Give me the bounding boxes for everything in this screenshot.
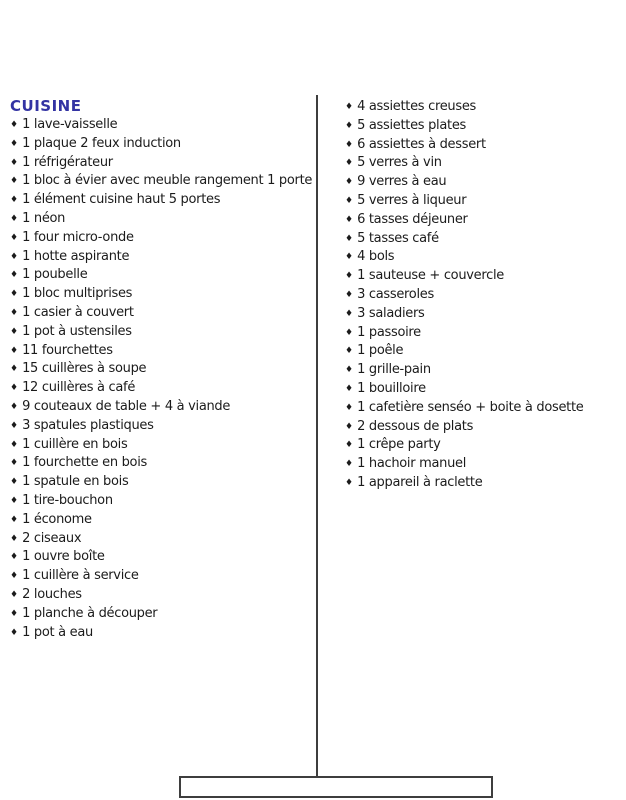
item-text: 3 saladiers <box>357 305 425 321</box>
bullet-icon: ♦ <box>10 270 19 281</box>
item-text: 1 casier à couvert <box>22 304 134 320</box>
list-item <box>10 360 312 379</box>
bullet-icon: ♦ <box>345 158 354 169</box>
list-item <box>10 605 312 624</box>
bullet-icon: ♦ <box>345 440 354 451</box>
list-item <box>10 492 312 511</box>
item-text: 1 tire-bouchon <box>22 492 113 508</box>
list-item <box>345 136 583 155</box>
bullet-icon: ♦ <box>10 345 19 356</box>
item-text: 5 verres à liqueur <box>357 192 467 208</box>
list-item <box>10 530 312 549</box>
item-text: 1 réfrigérateur <box>22 154 113 170</box>
list-item <box>345 305 583 324</box>
item-text: 9 verres à eau <box>357 174 447 190</box>
bullet-icon: ♦ <box>345 252 354 263</box>
list-item <box>345 154 583 173</box>
item-text: 5 assiettes plates <box>357 117 466 133</box>
item-text: 1 grille-pain <box>357 362 431 378</box>
bullet-icon: ♦ <box>345 289 354 300</box>
list-item <box>345 418 583 437</box>
list-item <box>10 135 312 154</box>
item-text: 15 cuillères à soupe <box>22 361 147 377</box>
bullet-icon: ♦ <box>10 195 19 206</box>
list-item <box>345 286 583 305</box>
bullet-icon: ♦ <box>10 589 19 600</box>
list-item <box>345 455 583 474</box>
item-text: 1 élément cuisine haut 5 portes <box>22 192 221 208</box>
list-item <box>345 267 583 286</box>
item-text: 4 assiettes creuses <box>357 99 476 114</box>
list-item <box>10 229 312 248</box>
list-item <box>345 361 583 380</box>
item-text: 1 bouilloire <box>357 380 426 396</box>
list-item <box>345 211 583 230</box>
list-item <box>10 511 312 530</box>
bullet-icon: ♦ <box>345 214 354 225</box>
bullet-icon: ♦ <box>345 346 354 357</box>
item-text: 1 sauteuse + couvercle <box>357 268 504 284</box>
bullet-icon: ♦ <box>10 157 19 168</box>
item-text: 2 dessous de plats <box>357 418 474 434</box>
bullet-icon: ♦ <box>10 477 19 488</box>
item-text: 5 tasses café <box>357 230 439 246</box>
list-item <box>10 116 312 135</box>
list-item <box>10 473 312 492</box>
bullet-icon: ♦ <box>10 138 19 149</box>
bullet-icon: ♦ <box>10 326 19 337</box>
list-item <box>10 285 312 304</box>
item-text: 3 spatules plastiques <box>22 417 154 433</box>
bullet-icon: ♦ <box>345 233 354 244</box>
right-column <box>345 98 583 493</box>
item-text: 1 ouvre boîte <box>22 549 105 565</box>
bullet-icon: ♦ <box>10 401 19 412</box>
list-item <box>10 417 312 436</box>
list-item <box>10 191 312 210</box>
list-item <box>345 117 583 136</box>
item-text: 1 pot à eau <box>22 624 93 640</box>
item-text: 1 hotte aspirante <box>22 248 130 264</box>
item-text: 2 ciseaux <box>22 530 82 546</box>
list-item <box>345 436 583 455</box>
bullet-icon: ♦ <box>10 251 19 262</box>
item-text: 9 couteaux de table + 4 à viande <box>22 398 231 414</box>
list-item <box>10 398 312 417</box>
bullet-icon: ♦ <box>10 420 19 431</box>
list-item <box>10 248 312 267</box>
bullet-icon: ♦ <box>10 608 19 619</box>
list-item <box>10 624 312 643</box>
list-item <box>10 454 312 473</box>
bullet-icon: ♦ <box>345 195 354 206</box>
item-text: 1 plaque 2 feux induction <box>22 135 181 151</box>
list-item <box>10 436 312 455</box>
item-text: 1 bloc à évier avec meuble rangement 1 porte <box>22 173 313 189</box>
item-text: 1 crêpe party <box>357 437 441 453</box>
bullet-icon: ♦ <box>10 289 19 300</box>
tableware-list <box>345 98 583 267</box>
bullet-icon: ♦ <box>10 495 19 506</box>
bullet-icon: ♦ <box>345 421 354 432</box>
list-item <box>10 304 312 323</box>
footer-box <box>179 776 493 798</box>
item-text: 11 fourchettes <box>22 342 113 358</box>
kitchen-appliances-list <box>10 116 312 304</box>
item-text: 1 cuillère en bois <box>22 436 128 452</box>
item-text: 1 cafetière senséo + boite à dosette <box>357 399 584 415</box>
bullet-icon: ♦ <box>10 307 19 318</box>
list-item <box>345 230 583 249</box>
bullet-icon: ♦ <box>10 533 19 544</box>
bullet-icon: ♦ <box>345 177 354 188</box>
item-text: 1 fourchette en bois <box>22 455 147 471</box>
item-text: 1 pot à ustensiles <box>22 323 132 339</box>
cookware-list <box>345 267 583 493</box>
item-text: 3 casseroles <box>357 286 434 302</box>
list-item <box>10 567 312 586</box>
bullet-icon: ♦ <box>345 477 354 488</box>
item-text: 1 four micro-onde <box>22 229 134 245</box>
bullet-icon: ♦ <box>10 232 19 243</box>
list-item <box>10 323 312 342</box>
bullet-icon: ♦ <box>345 271 354 282</box>
bullet-icon: ♦ <box>10 458 19 469</box>
column-divider-line <box>316 95 318 776</box>
item-text: 1 passoire <box>357 324 421 340</box>
kitchen-utensils-list <box>10 304 312 642</box>
bullet-icon: ♦ <box>10 552 19 563</box>
item-text: 6 assiettes à dessert <box>357 136 486 152</box>
item-text: 2 louches <box>22 586 82 602</box>
list-item <box>345 342 583 361</box>
item-text: 1 lave-vaisselle <box>22 117 118 132</box>
item-text: 12 cuillères à café <box>22 380 136 396</box>
list-item <box>10 172 312 191</box>
list-item <box>10 548 312 567</box>
bullet-icon: ♦ <box>345 327 354 338</box>
bullet-icon: ♦ <box>10 514 19 525</box>
list-item <box>10 210 312 229</box>
item-text: 1 poêle <box>357 343 404 359</box>
item-text: 4 bols <box>357 249 395 265</box>
bullet-icon: ♦ <box>10 213 19 224</box>
list-item <box>10 379 312 398</box>
item-text: 1 poubelle <box>22 267 88 283</box>
bullet-icon: ♦ <box>345 102 354 112</box>
list-item <box>345 192 583 211</box>
bullet-icon: ♦ <box>345 308 354 319</box>
bullet-icon: ♦ <box>10 571 19 582</box>
bullet-icon: ♦ <box>345 120 354 131</box>
item-text: 5 verres à vin <box>357 155 442 171</box>
list-item <box>10 342 312 361</box>
item-text: 1 économe <box>22 511 92 527</box>
item-text: 1 néon <box>22 210 66 226</box>
item-text: 1 appareil à raclette <box>357 474 483 490</box>
list-item <box>345 399 583 418</box>
list-item <box>345 474 583 493</box>
list-item <box>10 266 312 285</box>
bullet-icon: ♦ <box>10 383 19 394</box>
list-item <box>345 324 583 343</box>
bullet-icon: ♦ <box>10 439 19 450</box>
list-item <box>10 586 312 605</box>
list-item <box>345 98 583 117</box>
bullet-icon: ♦ <box>345 139 354 150</box>
item-text: 6 tasses déjeuner <box>357 211 468 227</box>
bullet-icon: ♦ <box>345 459 354 470</box>
list-item <box>345 173 583 192</box>
item-text: 1 cuillère à service <box>22 568 139 584</box>
list-item <box>345 380 583 399</box>
item-text: 1 bloc multiprises <box>22 286 133 302</box>
bullet-icon: ♦ <box>345 402 354 413</box>
left-column <box>10 97 312 642</box>
bullet-icon: ♦ <box>10 364 19 375</box>
item-text: 1 spatule en bois <box>22 474 129 490</box>
item-text: 1 planche à découper <box>22 605 158 621</box>
item-text: 1 hachoir manuel <box>357 456 467 472</box>
bullet-icon: ♦ <box>10 176 19 187</box>
bullet-icon: ♦ <box>345 365 354 376</box>
list-item <box>10 154 312 173</box>
bullet-icon: ♦ <box>345 383 354 394</box>
bullet-icon: ♦ <box>10 627 19 638</box>
page-title: CUISINE <box>10 97 82 115</box>
list-item <box>345 248 583 267</box>
bullet-icon: ♦ <box>10 120 19 130</box>
